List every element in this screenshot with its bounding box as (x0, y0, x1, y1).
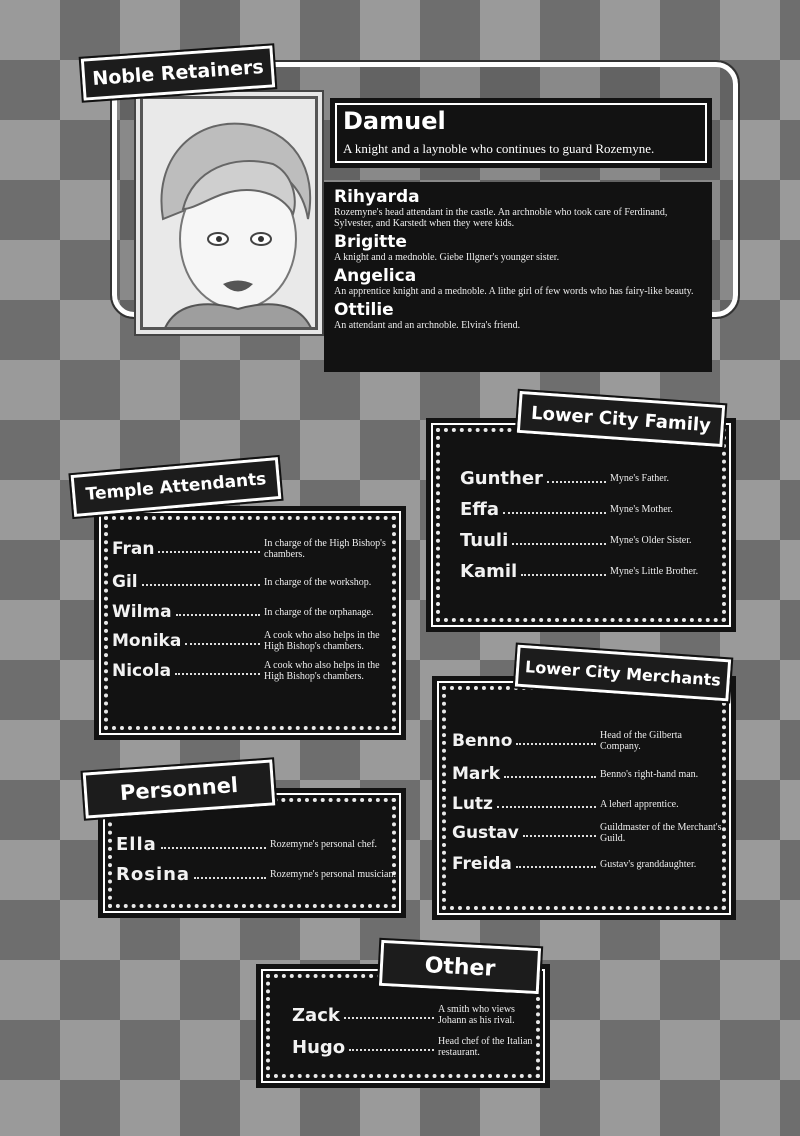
temple-desc: A cook who also helps in the High Bishop's chambers. (264, 660, 380, 682)
leader-dots (516, 743, 596, 745)
portrait-illustration (143, 99, 318, 330)
noble-retainers-title: Noble Retainers (91, 56, 265, 90)
personnel-desc: Rozemyne's personal chef. (270, 839, 378, 850)
leader-dots (516, 866, 596, 868)
temple-name: Gil (112, 572, 138, 592)
leader-dots (344, 1017, 434, 1019)
noble-member-name: Angelica (334, 266, 417, 286)
leader-dots (161, 847, 266, 849)
featured-noble-desc: A knight and a laynoble who continues to guard Rozemyne. (343, 141, 655, 156)
leader-dots (194, 877, 266, 879)
noble-member-desc: Rozemyne's head attendant in the castle. An archnoble who took care of Ferdinand, Sylvester, and Karstedt when they were kids. (334, 207, 668, 229)
other-ribbon (379, 940, 541, 994)
personnel-row (116, 834, 396, 855)
noble-member-desc: An apprentice knight and a mednoble. A lithe girl of few words who has fairy-like beauty. (334, 286, 694, 297)
temple-name: Wilma (112, 602, 172, 622)
personnel-desc: Rozemyne's personal musician. (270, 869, 396, 880)
merchant-desc: Guildmaster of the Merchant's Guild. (600, 822, 722, 844)
temple-title: Temple Attendants (84, 469, 268, 505)
family-name: Gunther (460, 468, 543, 489)
personnel-row (116, 864, 396, 885)
other-row (292, 1036, 538, 1058)
other-title: Other (424, 952, 496, 982)
temple-row (112, 630, 394, 652)
family-row (460, 499, 710, 520)
leader-dots (175, 673, 260, 675)
family-name: Effa (460, 499, 500, 520)
merchant-row (452, 764, 724, 784)
other-name: Hugo (292, 1036, 346, 1058)
merchant-row (452, 854, 724, 874)
leader-dots (349, 1049, 434, 1051)
other-desc: Head chef of the Italian restaurant. (438, 1036, 533, 1058)
noble-member (334, 267, 702, 297)
merchant-name: Mark (452, 764, 501, 784)
noble-member (334, 301, 702, 331)
leader-dots (523, 835, 596, 837)
merchant-desc: Head of the Gilberta Company. (600, 730, 682, 752)
family-title: Lower City Family (530, 402, 712, 436)
temple-name: Fran (112, 539, 155, 559)
leader-dots (512, 543, 606, 545)
leader-dots (185, 643, 260, 645)
merchant-desc: A leherl apprentice. (600, 798, 679, 810)
other-row (292, 1004, 538, 1026)
family-desc: Myne's Little Brother. (610, 566, 699, 577)
temple-row (112, 660, 394, 682)
family-row (460, 561, 710, 582)
merchant-name: Lutz (452, 794, 493, 814)
other-name: Zack (292, 1004, 340, 1026)
personnel-name: Ella (116, 834, 157, 855)
family-desc: Myne's Mother. (610, 504, 673, 515)
personnel-name: Rosina (116, 864, 191, 885)
noble-member-name: Ottilie (334, 300, 394, 320)
temple-desc: A cook who also helps in the High Bishop's chambers. (264, 630, 380, 652)
leader-dots (176, 614, 260, 616)
noble-members-list (324, 182, 712, 372)
featured-noble-name: Damuel (343, 107, 446, 135)
noble-member-desc: An attendant and an archnoble. Elvira's friend. (334, 320, 521, 331)
temple-row (112, 572, 394, 592)
leader-dots (547, 481, 606, 483)
temple-name: Monika (112, 631, 182, 651)
family-box (426, 418, 736, 632)
noble-member-name: Brigitte (334, 232, 407, 252)
noble-member (334, 233, 702, 263)
family-name: Tuuli (460, 530, 509, 551)
temple-desc: In charge of the High Bishop's chambers. (264, 538, 386, 560)
other-desc: A smith who views Johann as his rival. (438, 1004, 515, 1026)
damuel-portrait (140, 96, 318, 330)
merchant-row (452, 794, 724, 814)
family-row (460, 468, 710, 489)
leader-dots (142, 584, 260, 586)
merchant-desc: Benno's right-hand man. (600, 768, 699, 780)
merchant-desc: Gustav's granddaughter. (600, 858, 697, 870)
family-desc: Myne's Older Sister. (610, 535, 692, 546)
temple-row (112, 602, 394, 622)
merchant-name: Gustav (452, 823, 519, 843)
family-name: Kamil (460, 561, 518, 582)
merchants-title: Lower City Merchants (524, 656, 722, 690)
leader-dots (504, 776, 596, 778)
merchant-row (452, 822, 724, 844)
merchant-row (452, 730, 724, 752)
temple-desc: In charge of the orphanage. (264, 606, 374, 618)
featured-noble-box (330, 98, 712, 168)
temple-desc: In charge of the workshop. (264, 576, 372, 588)
leader-dots (521, 574, 606, 576)
leader-dots (497, 806, 596, 808)
family-desc: Myne's Father. (610, 473, 670, 484)
temple-row (112, 538, 394, 560)
temple-name: Nicola (112, 661, 172, 681)
noble-member (334, 188, 702, 229)
noble-member-desc: A knight and a mednoble. Giebe Illgner's younger sister. (334, 252, 560, 263)
personnel-title: Personnel (119, 772, 239, 806)
leader-dots (158, 551, 260, 553)
noble-member-name: Rihyarda (334, 187, 420, 207)
family-row (460, 530, 710, 551)
leader-dots (503, 512, 606, 514)
merchant-name: Freida (452, 854, 512, 874)
merchant-name: Benno (452, 731, 513, 751)
